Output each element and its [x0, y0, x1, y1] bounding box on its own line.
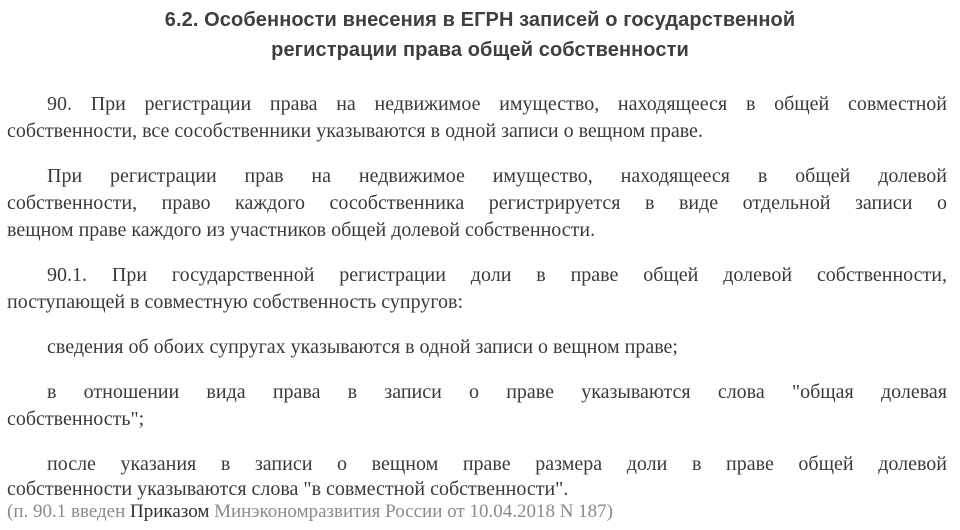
- paragraph-shared-line-2: собственности, право каждого сособственника регистрируется в виде отдельной записи о: [7, 192, 947, 214]
- section-title-line-2: регистрации права общей собственности: [271, 39, 689, 61]
- paragraph-90-1-line-1: 90.1. При государственной регистрации доли в праве общей долевой собственности,: [47, 264, 947, 286]
- paragraph-spouses-line-1: сведения об обоих супругах указываются в одной записи о вещном праве;: [47, 336, 678, 358]
- paragraph-share-line-1: после указания в записи о вещном праве размера доли в праве общей долевой: [47, 453, 947, 475]
- paragraph-90-line-1: 90. При регистрации права на недвижимое имущество, находящееся в общей совместной: [47, 93, 947, 115]
- order-link[interactable]: Приказом: [130, 501, 210, 522]
- paragraph-right-type-line-2: собственность";: [7, 408, 145, 430]
- paragraph-right-type-line-1: в отношении вида права в записи о праве указываются слова "общая долевая: [47, 381, 947, 403]
- paragraph-shared-line-1: При регистрации прав на недвижимое имущество, находящееся в общей долевой: [47, 165, 947, 187]
- paragraph-90-line-2: собственности, все сособственники указываются в одной записи о вещном праве.: [7, 120, 703, 142]
- amendment-note-prefix: (п. 90.1 введен: [7, 501, 131, 522]
- paragraph-share-line-2: собственности указываются слова "в совместной собственности".: [7, 478, 569, 500]
- amendment-note-suffix: Минэкономразвития России от 10.04.2018 N 187): [209, 501, 613, 522]
- amendment-note: [7, 500, 613, 524]
- section-title-line-1: 6.2. Особенности внесения в ЕГРН записей о государственной: [164, 9, 796, 31]
- paragraph-shared-line-3: вещном праве каждого из участников общей долевой собственности.: [7, 219, 596, 241]
- paragraph-90-1-line-2: поступающей в совместную собственность супругов:: [7, 291, 464, 313]
